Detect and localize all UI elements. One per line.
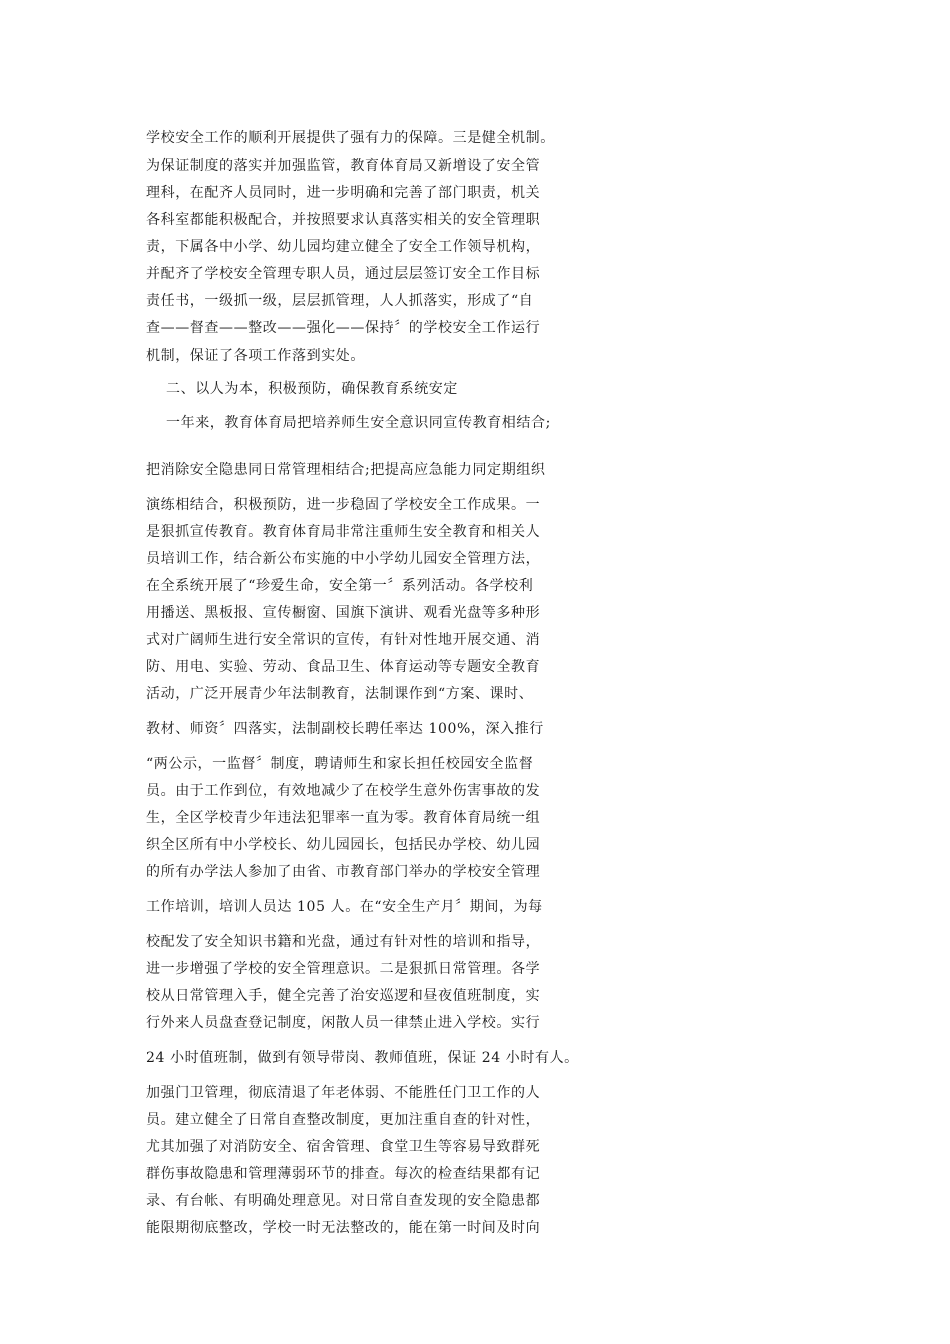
text-line: 24 小时值班制，做到有领导带岗、教师值班，保证 24 小时有人。 <box>146 1050 579 1066</box>
text-line: 行外来人员盘查登记制度，闲散人员一律禁止进入学校。实行 <box>146 1015 541 1031</box>
text-line: 把消除安全隐患同日常管理相结合;把提高应急能力同定期组织 <box>146 462 546 478</box>
text-line: 群伤事故隐患和管理薄弱环节的排查。每次的检查结果都有记 <box>146 1166 541 1182</box>
text-line: 查——督查——整改——强化——保持〞的学校安全工作运行 <box>146 320 541 336</box>
text-line: 机制，保证了各项工作落到实处。 <box>146 348 365 364</box>
text-line: 的所有办学法人参加了由省、市教育部门举办的学校安全管理 <box>146 864 541 880</box>
text-line: 式对广阔师生进行安全常识的宣传，有针对性地开展交通、消 <box>146 632 541 648</box>
text-line: 并配齐了学校安全管理专职人员，通过层层签订安全工作目标 <box>146 266 541 282</box>
text-line: 理科，在配齐人员同时，进一步明确和完善了部门职责，机关 <box>146 185 541 201</box>
text-line: 一年来，教育体育局把培养师生安全意识同宣传教育相结合; <box>166 415 551 431</box>
text-line: 教材、师资〞四落实，法制副校长聘任率达 100%，深入推行 <box>146 721 544 737</box>
text-line: 是狠抓宣传教育。教育体育局非常注重师生安全教育和相关人 <box>146 524 541 540</box>
text-line: 在全系统开展了“珍爱生命，安全第一〞系列活动。各学校利 <box>146 578 534 594</box>
section-heading: 二、以人为本，积极预防，确保教育系统安定 <box>166 381 458 397</box>
text-line: 校配发了安全知识书籍和光盘，通过有针对性的培训和指导， <box>146 934 541 950</box>
text-line: 能限期彻底整改，学校一时无法整改的，能在第一时间及时向 <box>146 1220 541 1236</box>
text-line: 演练相结合，积极预防，进一步稳固了学校安全工作成果。一 <box>146 497 541 513</box>
text-line: 防、用电、实验、劳动、食品卫生、体育运动等专题安全教育 <box>146 659 541 675</box>
text-line: 为保证制度的落实并加强监管，教育体育局又新增设了安全管 <box>146 158 541 174</box>
text-line: 员。由于工作到位，有效地减少了在校学生意外伤害事故的发 <box>146 783 541 799</box>
text-line: 员。建立健全了日常自查整改制度，更加注重自查的针对性， <box>146 1112 541 1128</box>
text-line: 各科室都能积极配合，并按照要求认真落实相关的安全管理职 <box>146 212 541 228</box>
text-line: 学校安全工作的顺利开展提供了强有力的保障。三是健全机制。 <box>146 130 555 146</box>
text-line: 活动，广泛开展青少年法制教育，法制课作到“方案、课时、 <box>146 686 534 702</box>
text-line: 加强门卫管理，彻底清退了年老体弱、不能胜任门卫工作的人 <box>146 1085 541 1101</box>
text-line: “两公示，一监督〞制度，聘请师生和家长担任校园安全监督 <box>146 756 534 772</box>
text-line: 责，下属各中小学、幼儿园均建立健全了安全工作领导机构， <box>146 239 541 255</box>
text-line: 员培训工作，结合新公布实施的中小学幼儿园安全管理方法， <box>146 551 541 567</box>
text-line: 生，全区学校青少年违法犯罪率一直为零。教育体育局统一组 <box>146 810 541 826</box>
text-line: 用播送、黑板报、宣传橱窗、国旗下演讲、观看光盘等多种形 <box>146 605 541 621</box>
text-line: 工作培训，培训人员达 105 人。在“安全生产月〞期间，为每 <box>146 899 543 915</box>
text-line: 录、有台帐、有明确处理意见。对日常自查发现的安全隐患都 <box>146 1193 541 1209</box>
text-line: 进一步增强了学校的安全管理意识。二是狠抓日常管理。各学 <box>146 961 541 977</box>
text-line: 尤其加强了对消防安全、宿舍管理、食堂卫生等容易导致群死 <box>146 1139 541 1155</box>
text-line: 责任书，一级抓一级，层层抓管理，人人抓落实，形成了“自 <box>146 293 534 309</box>
text-line: 校从日常管理入手，健全完善了治安巡逻和昼夜值班制度，实 <box>146 988 541 1004</box>
text-line: 织全区所有中小学校长、幼儿园园长，包括民办学校、幼儿园 <box>146 837 541 853</box>
